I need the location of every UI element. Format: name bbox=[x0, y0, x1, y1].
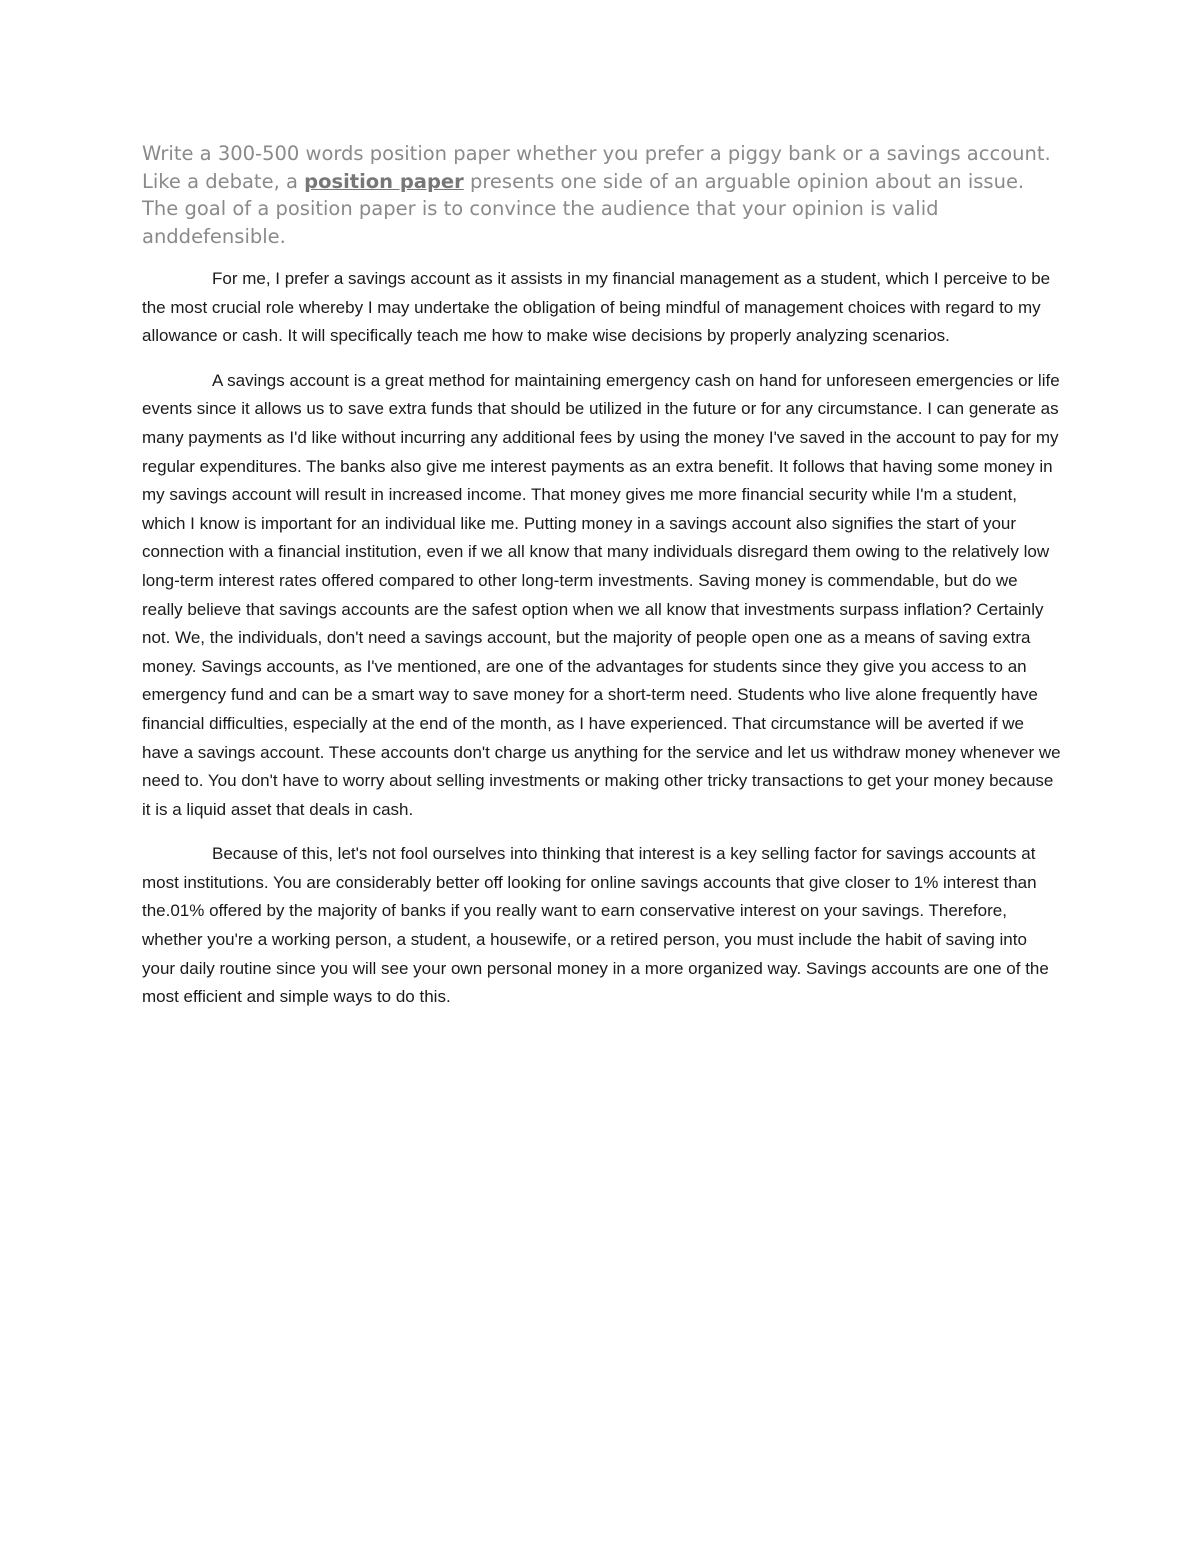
essay-paragraph-3: Because of this, let's not fool ourselves into thinking that interest is a key selling factor for savings accounts at most institutions. You are considerably better off looking for online savings accounts that give closer to 1% interest than the.01% offered by the majority of banks if you really want to earn conservative interest on your savings. Therefore, whether you're a working person, a student, a housewife, or a retired person, you must include the habit of saving into your daily routine since you will see your own personal money in a more organized way. Savings accounts are one of the most efficient and simple ways to do this. bbox=[142, 844, 1049, 1007]
essay-paragraph-2: A savings account is a great method for maintaining emergency cash on hand for unforeseen emergencies or life events since it allows us to save extra funds that should be utilized in the future or for any circumstance. I can generate as many payments as I'd like without incurring any additional fees by using the money I've saved in the account to pay for my regular expenditures. The banks also give me interest payments as an extra benefit. It follows that having some money in my savings account will result in increased income. That money gives me more financial security while I'm a student, which I know is important for an individual like me. Putting money in a savings account also signifies the start of your connection with a financial institution, even if we all know that many individuals disregard them owing to the relatively low long-term interest rates offered compared to other long-term investments. Saving money is commendable, but do we really believe that savings accounts are the safest option when we all know that investments surpass inflation? Certainly not. We, the individuals, don't need a savings account, but the majority of people open one as a means of saving extra money. Savings accounts, as I've mentioned, are one of the advantages for students since they give you access to an emergency fund and can be a smart way to save money for a short-term need. Students who live alone frequently have financial difficulties, especially at the end of the month, as I have experienced. That circumstance will be averted if we have a savings account. These accounts don't charge us anything for the service and let us withdraw money whenever we need to. You don't have to worry about selling investments or making other tricky transactions to get your money because it is a liquid asset that deals in cash. bbox=[142, 370, 1061, 819]
assignment-prompt bbox=[142, 140, 1062, 250]
essay-paragraph-1: For me, I prefer a savings account as it assists in my financial management as a student, which I perceive to be the most crucial role whereby I may undertake the obligation of being mindful of management choices with regard to my allowance or cash. It will specifically teach me how to make wise decisions by properly analyzing scenarios. bbox=[142, 269, 1051, 346]
essay-body bbox=[142, 265, 1062, 1028]
position-paper-term: position paper bbox=[304, 169, 464, 193]
prompt-text-after-term: presents one side of an arguable opinion about an issue. The goal of a position paper is to convince the audience that your opinion is valid anddefensible. bbox=[142, 169, 1025, 248]
prompt-text-before-term: Write a 300-500 words position paper whether you prefer a piggy bank or a savings account. Like a debate, a bbox=[142, 142, 1051, 193]
